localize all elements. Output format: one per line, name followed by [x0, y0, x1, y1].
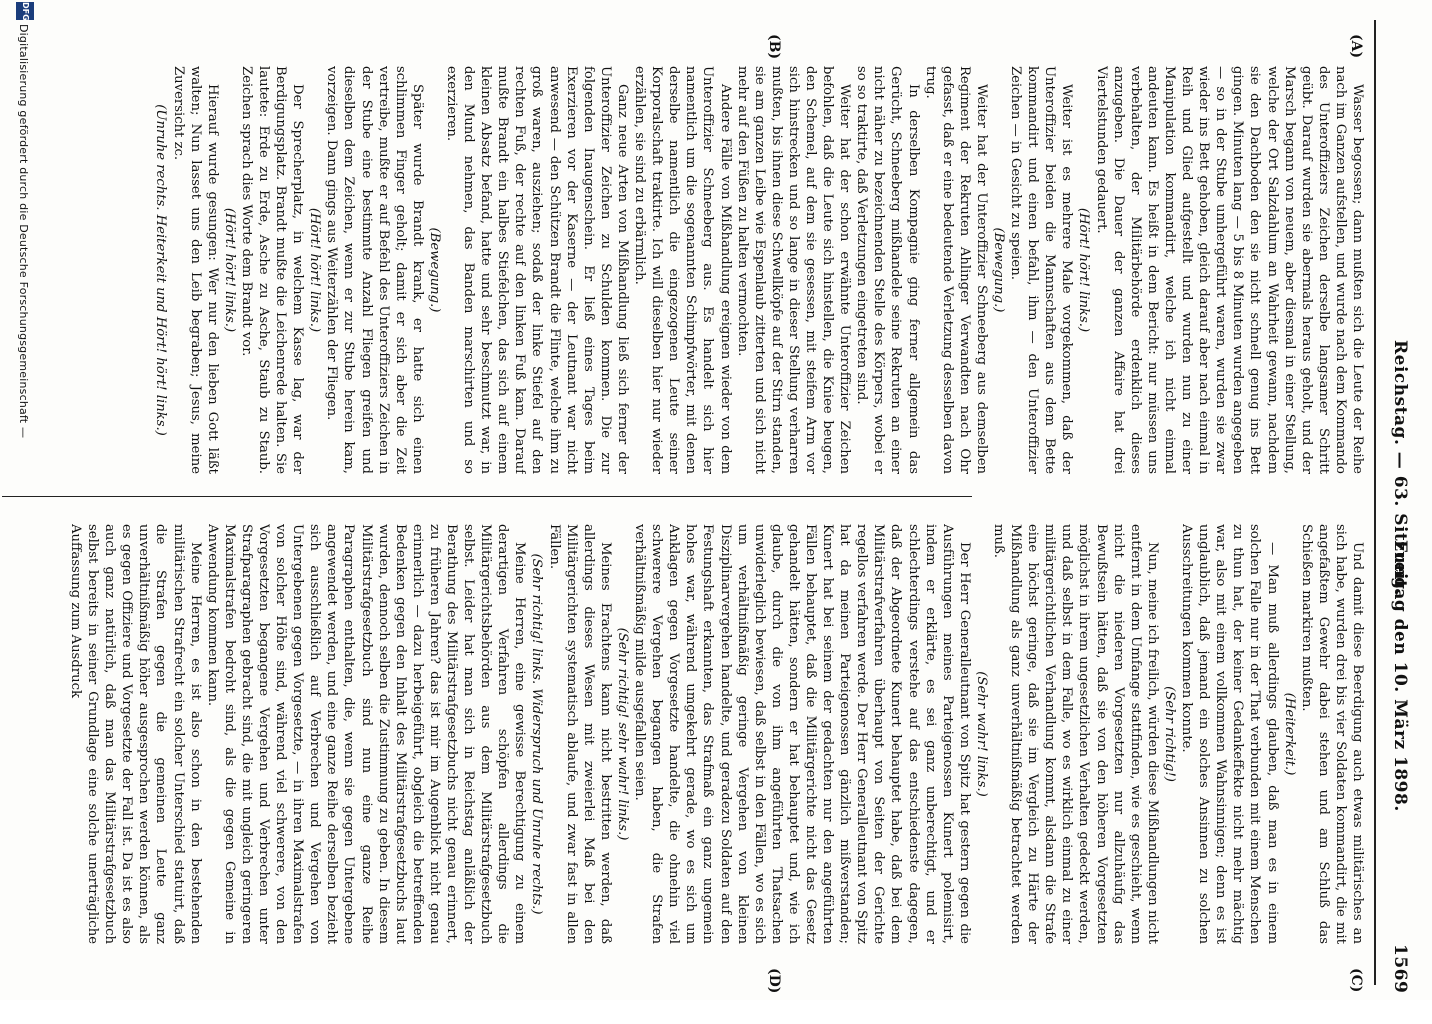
paragraph: Weiter hat der schon erwähnte Unteroffizier Zeichen befohlen, daß die Leute sich hinstellen, die Kniee beugen, den Schemel, auf dem sie gesessen, mit steifem Arm vor sich hinstrecken und so lange in dieser Stellung verharren mußten, bis ihnen diese Schwellköpfe auf der Stirn standen, sie am ganzen Leibe wie Espenlaub zitterten und sich nicht mehr auf den Füßen zu halten vermochten. [734, 66, 853, 474]
page-number: 1569 [1390, 944, 1410, 994]
paragraph: Wasser begossen; dann mußten sich die Leute der Reihe nach im Ganzen aufstellen, und wurde nach dem Kommando des Unteroffiziers Zeichen derselbe langsamer Schritt geübt. Darauf wurden sie abermals heraus geholt, und der Marsch begann von neuem, aber diesmal in einer Stellung, welche der Ort Salzdahlum an Wahrheit gewann, nachdem sie den Dachboden den sie nicht schnell genug ins Bett gingen. Minuten lang — 5 bis 8 Minuten wurden angegeben — so in der Stube umhergeführt waren, wurden sie zwar wieder ins Bett gehoben, gleich darauf aber nach einmal in Reih und Glied aufgestellt und wurden nun zu einer Manipulation kommandirt, welche ich nicht einmal andeuten kann. Es heißt in dem Bericht: nur müssen uns verbehalten, der Militärbehörde erdenklich dieses anzugeben. Die Dauer der ganzen Affaire hat drei Viertelstunden gedauert. [1093, 66, 1365, 474]
interjection: (Hört! hört! links.) [1076, 207, 1092, 333]
interjection: (Heiterkeit.) [1281, 692, 1297, 776]
paragraph: Ganz neue Arten von Mißhandlung ließ sich ferner der Unteroffizier Zeichen zu Schulden kommen. Die zur folgenden Inaugenschein. Er ließ eines Tages beim Exerzieren vor der Kaserne — der Leutnant war nicht anwesend — den Schützen Brandt die Flinte, welche ihm zu groß waren, ausziehen; sodaß der linke Stiefel auf den rechten Fuß, der rechte auf den linken Fuß kam. Darauf mußte Brandt ein halbes Stiefelchen, das sich auf einem kleinen Absatz befand, hatte und sehr beschmutzt war, in den Mund nehmen, das Banden marschirten und so exerzieren. [444, 66, 630, 474]
margin-marker-d: (D) [766, 968, 782, 994]
interjection: (Bewegung.) [426, 227, 442, 313]
interjection: (Sehr richtig! links. Widerspruch und Unruhe rechts.) [529, 553, 545, 915]
paragraph: Und damit diese Beerdigung auch etwas militärisches an sich habe, wurden drei bis vier Soldaten kommandirt, die mit angefaßtem Gewehr dabei stehen und am Schluß das Schießen markiren mußten. [1298, 524, 1365, 944]
paragraph: Weiter ist es mehrere Male vorgekommen, daß der Unteroffizier beiden die Mannschaften aus dem Bette kommandirt und einen befahl, ihm — den Unteroffizier Zeichen — in Gesicht zu speien. [1008, 66, 1075, 474]
paragraph: Später wurde Brandt krank, er hatte sich einen schlimmen Finger geholt; damit er sich aber die Zeit vertreibe, mußte er auf Befehl des Unteroffiziers Zeichen in der Stube eine bestimmte Anzahl Fliegen greifen und dieselben dem Zeichen, wenn er zur Stube herein kam, vorzeigen. Dann gings aus Weiterzählen der Fliegen. [324, 66, 425, 474]
paragraph: Weiter hat der Unteroffizier Schneeberg aus demselben Regiment der Rekruten Ahlinger Verwandten nach Ohr gefasst, daß er eine bedeutende Verletzung desselben davon trug. [922, 66, 989, 474]
dfg-logo: DFG [16, 2, 34, 20]
paragraph: Meine Herren, es ist also schon in den bestehenden militärischen Strafrecht ein solcher Unterschied statuirt, daß die Strafen gegen die gemeinen Leute ganz unverhältnißmäßig höher ausgesprochen werden können, als es gegen Offiziere und Vorgesetzte der Fall ist. Da ist es also auch ganz natürlich, daß man das Militärstrafgesetzbuch selbst bereits in seiner Grundlage eine solche unerträgliche Auffassung zum Ausdruck [67, 524, 203, 944]
column-divider [2, 496, 972, 497]
interjection: (Sehr richtig!) [1161, 686, 1177, 782]
paragraph: Meine Herren, eine gewisse Berechtigung zu einem derartigen Verfahren schöpfen allerdings die Militärgerichtsbehörden aus dem Militärstrafgesetzbuch selbst. Leider hat man sich in Reichstag anläßlich der Berathung des Militärstrafgesetzbuchs nicht genau erinnert, zu früheren Jahren? das ist mir im Augenblick nicht genau erinnerlich — dazu herbeigeführt, obgleich die betreffenden Bedenken gegen den Inhalt des Militärstrafgesetzbuchs laut wurden, dennoch selben die Zustimmung zu geben. In diesem Militärstrafgesetzbuch sind nun eine ganze Reihe Paragraphen enthalten, die, wenn sie gegen Untergebene angewendet werden, und eine ganze Reihe derselben bezieht sich ausschließlich auf Verbrechen und Vergehen von Untergebenen gegen Vorgesetzte, — in ihren Maximalstrafen von solcher Höhe sind, während viel schwerere, von den Vorgesetzten begangene Vergehen und Verbrechen unter Strafparagraphen gebracht sind, die mit ungleich geringeren Maximalstrafen bedroht sind, als die gegen Gemeine in Anwendung kommen kann. [204, 524, 528, 944]
page-header [1380, 0, 1410, 1000]
margin-marker-c: (C) [1348, 968, 1364, 993]
margin-marker-b: (B) [766, 34, 782, 60]
paragraph: In derselben Kompagnie ging ferner allgemein das Gerücht, Schneeberg mißhandele seine Rekruten an einer nicht näher zu bezeichnenden Stelle des Körpers, wobei er so so traktirte, daß Verletzungen eingetreten sind. [854, 66, 921, 474]
header-rule [1374, 20, 1376, 985]
digitization-credit: Digitalisierung gefördert durch die Deutsche Forschungsgemeinschaft — [17, 24, 30, 439]
header-date: Freitag den 10. März 1898. [1390, 540, 1410, 812]
margin-marker-a: (A) [1348, 34, 1364, 59]
interjection: (Unruhe rechts. Heiterkeit und Hört! hört! links.) [153, 104, 169, 436]
paragraph: — Man muß allerdings glauben, daß man es in einem solchen Falle nur in der That verbunden mit einem Menschen zu thun hat, der keiner Gedankeffekte nicht mehr mächtig war, also mit einem vollkommen Wahnsinnigen; denn es ist unglaublich, daß jemand ein solches Ansinnen zu solchen Ausschreitungen kommen konnte. [1179, 524, 1280, 944]
paragraph: Meines Erachtens kann nicht bestritten werden, daß allerdings dieses Wesen mit zweierlei Maß bei den Militärgerichten systematisch ablaufe, und zwar fast in allen Fällen. [546, 524, 613, 944]
paragraph: Andere Fälle von Mißhandlung ereignen wieder von dem Unteroffizier Schneeberg aus. Es handelt sich hier namentlich um die sogenannten Schimpfwörter, mit denen derselbe namentlich die eingezogenen Leute seiner Korporalschaft traktirte. Ich will dieselben hier nur wieder erzählen, sie sind zu erbärmlich. [632, 66, 733, 474]
header-session: Reichstag. — 63. Sitzung. [1390, 340, 1410, 596]
interjection: (Bewegung.) [991, 227, 1007, 313]
paragraph: Hierauf wurde gesungen: Wer nur den lieben Gott läßt walten; Nun lasset uns den Leib begraben; Jesus, meine Zuversicht zc. [170, 66, 220, 474]
interjection: (Sehr wahr! links.) [973, 671, 989, 797]
interjection: (Hört! hört! links.) [307, 207, 323, 333]
paragraph: Der Herr Generalleutnant von Spitz hat gestern gegen die Ausführungen meines Parteigenossen Kunert polemisirt, indem er erklärte, es sei ganz unberechtigt, und er schlechterdings verstehe auf das entschiedenste dagegen, daß der Abgeordnete Kunert behauptet habe, daß bei dem Militärstrafverfahren überhaupt von Seiten der Gerichte regellos verfahren werde. Der Herr Generalleutnant von Spitz hat da meinen Parteigenossen gänzlich mißverstanden; Kunert hat bei seinem der gedachten nur den angeführten Fällen behauptet, daß die Militärgerichte nicht das Gesetz gehandelt hätten, sondern er hat behauptet und, wie ich glaube, durch die von ihm angeführten Thatsachen unwiderleglich bewiesen, daß selbst in den Fällen, wo es sich um verhältnißmäßig geringe Vergehen von kleinen Disziplinarvergehen handelte, und geradezu Soldaten auf den Festungshaft erkannten, das Strafmaß ein ganz ungemein hohes war, während umgekehrt gerade, wo es sich um Anklagen gegen Vorgesetzte handelte, die ohnehin viel schwerere Vergehen begangen haben, die Strafen verhältnißmäßig milde ausgefallen seien. [632, 524, 972, 944]
interjection: (Hört! hört! links.) [221, 207, 237, 333]
left-text-column [40, 66, 1366, 474]
right-text-column [40, 524, 1366, 944]
paragraph: Der Sprecherplatz, in welchem Kasse lag, war der Berdigungsplatz. Brandt mußte die Leichenrede halten. Sie lautete: Erde zu Erde, Asche zu Asche, Staub zu Staub. Zeichen sprach dies Worte dem Brandt vor. [238, 66, 306, 474]
interjection: (Sehr richtig! sehr wahr! links.) [614, 627, 630, 841]
paragraph: Nun, meine ich freilich, würden diese Mißhandlungen nicht entfernt in dem Umfange stattfinden, wie es geschieht, wenn nicht die niederen Vorgesetzten nur allzuhäufig das Bewußtsein hätten, daß sie von den höheren Vorgesetzten möglichst in ihrem ungesetzlichen Verhalten gedeckt werden, und daß selbst in dem Falle, wo es wirklich einmal zu einer militärgerichtlichen Verhandlung kommt, alsdann die Strafe eine höchst geringe, daß sie im Vergleich zu Härte der Mißhandlung als ganz unverhältnißmäßig betrachtet werden muß. [991, 524, 1160, 944]
